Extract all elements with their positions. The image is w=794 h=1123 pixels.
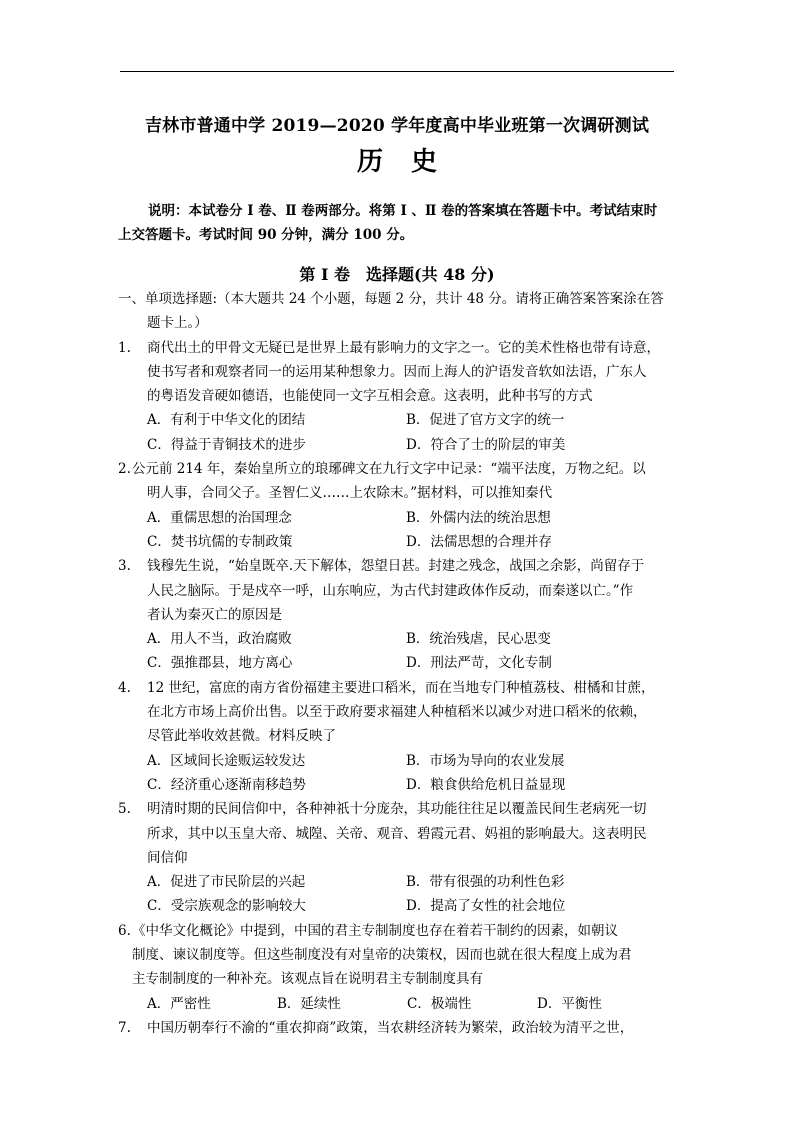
- option-d: D．符合了士的阶层的审美: [406, 436, 566, 453]
- option-a: A．严密性: [147, 995, 211, 1012]
- question-text-line: 人民之脑际。于是戍卒一呼，山东响应，为古代封建政体作反动，而秦遂以亡。”作: [147, 582, 634, 599]
- question-text-line: 间信仰: [147, 849, 188, 866]
- exam-note: [118, 199, 678, 247]
- option-c: C．焚书坑儒的专制政策: [147, 533, 293, 550]
- question-text-line: 商代出土的甲骨文无疑已是世界上最有影响力的文字之一。它的美术性格也带有诗意，: [147, 339, 660, 356]
- option-b: B．延续性: [277, 995, 341, 1012]
- question-number: 1.: [118, 339, 131, 356]
- option-b: B．外儒内法的统治思想: [406, 509, 551, 526]
- section-heading: 第 Ⅰ 卷 选择题(共 48 分): [299, 265, 495, 284]
- option-c: C．得益于青铜技术的进步: [147, 436, 306, 453]
- question-text-line: 主专制制度的一种补充。该观点旨在说明君主专制制度具有: [132, 971, 483, 988]
- option-b: B．促进了官方文字的统一: [406, 412, 565, 429]
- option-d: D．刑法严苛，文化专制: [406, 655, 552, 672]
- option-a: A．重儒思想的治国理念: [147, 509, 292, 526]
- option-c: C．受宗族观念的影响较大: [147, 898, 306, 915]
- option-c: C．强推郡县，地方离心: [147, 655, 293, 672]
- option-c: C．极端性: [407, 995, 472, 1012]
- question-5: [118, 797, 680, 918]
- instructions-line-2: 题卡上。）: [147, 315, 208, 332]
- note-line-1: 说明：本试卷分 Ⅰ 卷、Ⅱ 卷两部分。将第 Ⅰ 、Ⅱ 卷的答案填在答题卡中。考试结束时: [148, 203, 658, 219]
- question-number: 3.: [118, 558, 131, 575]
- option-d: D．平衡性: [537, 995, 602, 1012]
- question-7: [118, 1016, 680, 1040]
- option-d: D．法儒思想的合理并存: [406, 533, 552, 550]
- header-rule: [120, 71, 674, 72]
- question-list: [118, 287, 680, 1040]
- question-text-line: 《中华文化概论》中提到，中国的君主专制制度也存在着若干制约的因素，如朝议: [132, 922, 618, 939]
- question-text-line: 在北方市场上高价出售。以至于政府要求福建人种植稻米以减少对进口稻米的依赖，: [147, 704, 647, 721]
- subject-title: [0, 141, 794, 178]
- exam-title: 吉林市普通中学 2019—2020 学年度高中毕业班第一次调研测试: [144, 116, 650, 136]
- question-text-line: 公元前 214 年，秦始皇所立的琅琊碑文在九行文字中记录：“端平法度，万物之纪。以: [132, 461, 646, 478]
- question-text-line: 者认为秦灭亡的原因是: [147, 606, 282, 623]
- option-b: B．市场为导向的农业发展: [406, 752, 565, 769]
- note-line-2: 上交答题卡。考试时间 90 分钟，满分 100 分。: [118, 227, 414, 243]
- question-text-line: 12 世纪，富庶的南方省份福建主要进口稻米，而在当地专门种植荔枝、柑橘和甘蔗，: [147, 679, 655, 696]
- option-b: B．统治残虐，民心思变: [406, 631, 551, 648]
- instructions-line-1: 一、单项选择题:（本大题共 24 个小题，每题 2 分，共计 48 分。请将正确答案答案涂在答: [118, 291, 664, 307]
- option-a: A．用人不当，政治腐败: [147, 631, 292, 648]
- option-a: A．促进了市民阶层的兴起: [147, 874, 306, 891]
- question-text-line: 制度、谏议制度等。但这些制度没有对皇帝的决策权，因而也就在很大程度上成为君: [132, 947, 632, 964]
- question-text-line: 中国历朝奉行不渝的“重农抑商”政策，当农耕经济转为繁荣，政治较为清平之世，: [147, 1019, 634, 1036]
- question-text-line: 使书写者和观察者同一的运用某种想象力。因而上海人的沪语发音软如法语，广东人: [147, 363, 647, 380]
- option-c: C．经济重心逐渐南移趋势: [147, 776, 306, 793]
- question-4: [118, 676, 680, 797]
- option-a: A．区域间长途贩运较发达: [147, 752, 306, 769]
- question-number: 4.: [118, 679, 131, 696]
- option-d: D．粮食供给危机日益显现: [406, 776, 566, 793]
- question-text-line: 所求，其中以玉皇大帝、城隍、关帝、观音、碧霞元君、妈祖的影响最大。这表明民: [147, 825, 647, 842]
- question-6: [118, 919, 680, 1016]
- question-text-line: 尽管此举收效甚微。材料反映了: [147, 728, 336, 745]
- option-b: B．带有很强的功利性色彩: [406, 874, 565, 891]
- option-a: A．有利于中华文化的团结: [147, 412, 306, 429]
- question-text-line: 明清时期的民间信仰中，各种神祇十分庞杂，其功能往往足以覆盖民间生老病死一切: [147, 801, 647, 818]
- question-number: 5.: [118, 801, 131, 818]
- question-2: [118, 457, 680, 554]
- question-text-line: 钱穆先生说，“始皇既卒.天下解体，怨望日甚。封建之残念，战国之余影，尚留存于: [147, 558, 645, 575]
- subject-text: 历史: [356, 147, 465, 177]
- question-text-line: 明人事，合同父子。圣智仁义……上农除末。”据材料，可以推知秦代: [147, 485, 553, 502]
- option-d: D．提高了女性的社会地位: [406, 898, 566, 915]
- question-number: 7.: [118, 1019, 131, 1036]
- question-1: [118, 336, 680, 457]
- question-number: 6.: [118, 922, 131, 939]
- question-3: [118, 554, 680, 675]
- question-text-line: 的粤语发音硬如德语，也能使同一文字互相会意。这表明，此种书写的方式: [147, 388, 593, 405]
- question-number: 2.: [118, 461, 131, 478]
